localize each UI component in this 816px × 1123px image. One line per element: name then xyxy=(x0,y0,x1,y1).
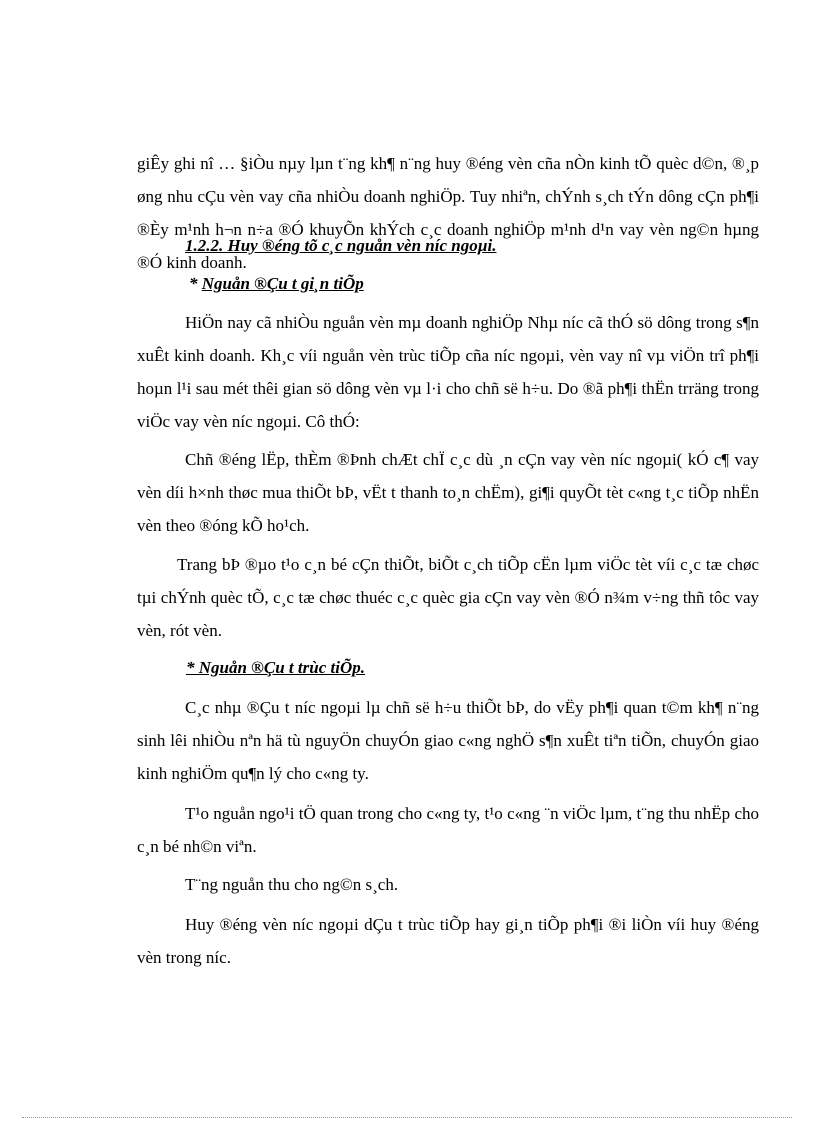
section-heading: 1.2.2. Huy ®éng tõ c¸c nguån vèn níc ngoµi. xyxy=(185,236,497,255)
subheading-star: * xyxy=(186,658,195,677)
paragraph-direct-investors: C¸c nhµ ®Çu t níc ngoµi lµ chñ së h÷u thiÕt bÞ, do vËy ph¶i quan t©m kh¶ n¨ng sinh lêi nhiÒu nªn hä tù nguyÖn chuyÓn giao c«ng nghÖ s¶n xuÊt tiªn tiÕn, chuyÓn giao kinh nghiÖm qu¶n lý cho c«ng ty. xyxy=(137,698,759,783)
paragraph-indirect-sources: HiÖn nay cã nhiÒu nguån vèn mµ doanh nghiÖp Nhµ níc cã thÓ sö dông trong s¶n xuÊt kinh doanh. Kh¸c víi nguån vèn trùc tiÕp cña níc ngoµi, vèn vay nî vµ viÖn trî ph¶i hoµn l¹i sau mét thêi gian sö dông vèn vµ l·i cho chñ së h÷u. Do ®ã ph¶i thËn trräng trong viÖc vay vèn níc ngoµi. Cô thÓ: xyxy=(137,313,759,431)
subheading-indirect-label: Nguån ®Çu t gi¸n tiÕp xyxy=(201,274,364,293)
paragraph-budget: T¨ng nguån thu cho ng©n s¸ch. xyxy=(185,875,399,894)
paragraph-foreign-currency: T¹o nguån ngo¹i tÖ quan trong cho c«ng ty, t¹o c«ng ¨n viÖc lµm, t¨ng thu nhËp cho c¸n bé nh©n viªn. xyxy=(137,804,759,856)
subheading-indirect-investment xyxy=(189,267,364,300)
paragraph-intro: giÊy ghi nî … §iÒu nµy lµn t¨ng kh¶ n¨ng huy ®éng vèn cña nÒn kinh tÕ quèc d©n, ®¸p øng nhu cÇu vèn vay cña nhiÒu doanh nghiÖp. Tuy nhiªn, chÝnh s¸ch tÝn dông cÇn ph¶i ®Èy m¹nh h¬n n÷a ®Ó khuyÕn khÝch c¸c doanh nghiÖp m¹nh d¹n vay vèn ng©n hµng ®Ó kinh doanh. xyxy=(137,154,759,272)
paragraph-active-planning: Chñ ®éng lËp, thÈm ®Þnh chÆt chÏ c¸c dù ¸n cÇn vay vèn níc ngoµi( kÓ c¶ vay vèn díi h×nh thøc mua thiÕt bÞ, vËt t thanh to¸n chËm), gi¶i quyÕt tèt c«ng t¸c tiÕp nhËn vèn theo ®óng kÕ ho¹ch. xyxy=(137,450,759,535)
page-bottom-divider xyxy=(22,1117,792,1118)
paragraph-mobilization: Huy ®éng vèn níc ngoµi dÇu t trùc tiÕp hay gi¸n tiÕp ph¶i ®i liÒn víi huy ®éng vèn trong níc. xyxy=(137,915,759,967)
paragraph-staff-training: Trang bÞ ®µo t¹o c¸n bé cÇn thiÕt, biÕt c¸ch tiÕp cËn lµm viÖc tèt víi c¸c tæ chøc tµi chÝnh quèc tÕ, c¸c tæ chøc thuéc c¸c quèc gia cÇn vay vèn ®Ó n¾m v÷ng thñ tôc vay vèn, rót vèn. xyxy=(137,555,759,640)
subheading-star: * xyxy=(189,274,202,293)
subheading-direct-investment xyxy=(186,651,365,684)
subheading-direct-label: Nguån ®Çu t trùc tiÕp. xyxy=(194,658,365,677)
